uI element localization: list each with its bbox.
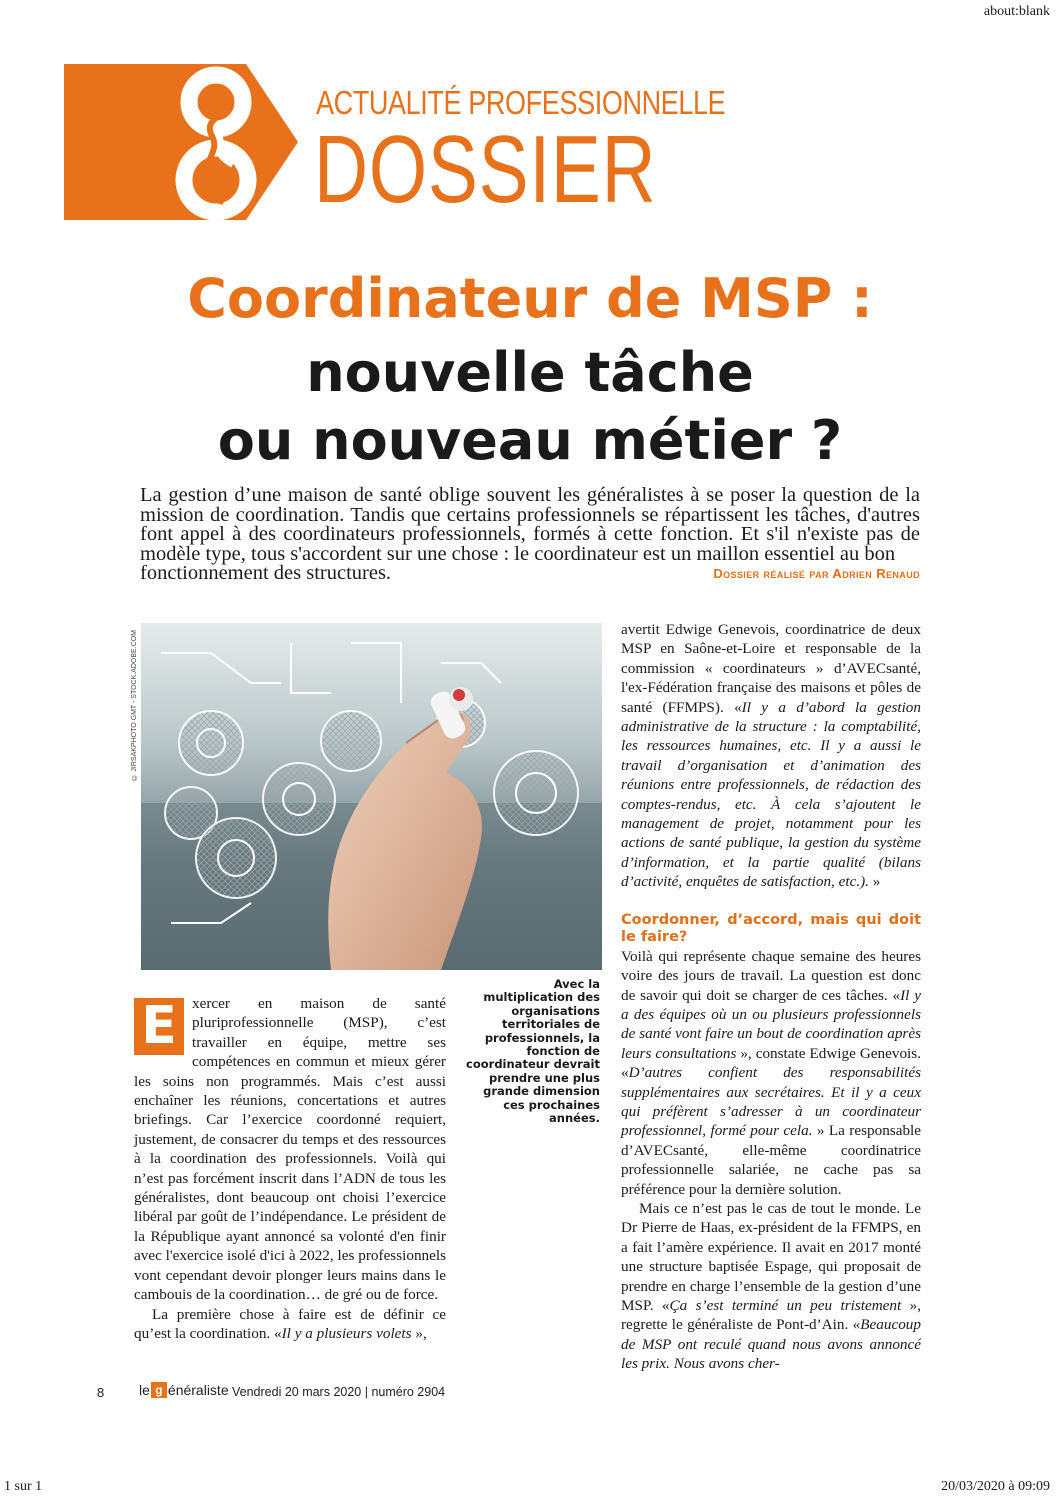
- quote-text: Il y a d’abord la gestion administrative de la structure : la comptabilité, les ressources humaines, etc. Il y a aussi le travail d’organisation et d’animation des réunions entre professionnels, de rédaction des comptes-rendus, etc. À cela s’ajoutent le management de projet, notamment pour les actions de santé publique, la gestion du système d’information, et la partie qualité (bilans d’activité, enquêtes de satisfaction, etc.).: [621, 698, 921, 891]
- photo-credit: © JIRSAKPHOTO GMT - STOCK.ADOBE.COM: [131, 630, 138, 781]
- byline: Dossier réalisé par Adrien Renaud: [713, 566, 920, 581]
- paragraph-text: Voilà qui représente chaque semaine des heures voire des jours de travail. La question est donc de savoir qui doit se charger de ces tâches. «: [621, 947, 921, 1004]
- paragraph-text: avertit Edwige Genevois, coordinatrice de deux MSP en Saône-et-Loire et responsable de la commission « coordinateurs » d’AVECsanté, l'ex-Fédération française des maisons et pôles de santé (FFMPS). «: [621, 621, 921, 716]
- rubric-label: ACTUALITÉ PROFESSIONNELLE: [316, 84, 726, 121]
- intro-paragraph: La gestion d’une maison de santé oblige souvent les généralistes à se poser la question de la mission de coordination. Tandis que certains professionnels se répartissent les tâches, d'autres font appel à des coordinateurs professionnels, formés à cette fonction. Et s'il n'existe pas de modèle type, tous s'accordent sur une chose : le coordinateur est un maillon essentiel au bon: [140, 484, 920, 565]
- footer-logo-suffix: énéraliste: [167, 1382, 229, 1398]
- paragraph-text: », regrette le généraliste de Pont-d’Ain. «: [621, 1297, 922, 1334]
- browser-page-count: 1 sur 1: [4, 1479, 43, 1494]
- quote-text: Il y a plusieurs volets: [281, 1324, 412, 1342]
- article-photo: [141, 623, 602, 970]
- section-subheading: Coordonner, d’accord, mais qui doit le faire?: [621, 911, 921, 945]
- masthead: [64, 64, 726, 223]
- section-title: DOSSIER: [314, 116, 657, 223]
- article-paragraph: [621, 1199, 921, 1374]
- browser-url-label: about:blank: [983, 4, 1050, 19]
- paragraph-text: », constate Edwige Genevois. «: [621, 1044, 921, 1082]
- browser-print-datetime: 20/03/2020 à 09:09: [941, 1479, 1050, 1494]
- paragraph-text: La première chose à faire est de définir ce qu’est la coordination. «: [134, 1305, 446, 1342]
- article-column-left: [134, 994, 446, 1343]
- generaliste-logo: [64, 64, 304, 224]
- quote-text: Il y a des équipes où un ou plusieurs professionnels de santé vont faire un bout de coordination après leurs consultations: [621, 986, 921, 1062]
- headline-line-2: nouvelle tâche: [306, 341, 754, 404]
- issue-info: Vendredi 20 mars 2020 | numéro 2904: [232, 1385, 446, 1399]
- photo-caption: Avec la multiplication des organisations territoriales de professionnels, la fonction de coordinateur devrait prendre une plus grande dimension ces prochaines années.: [466, 977, 600, 1126]
- paragraph-text: »,: [411, 1324, 427, 1342]
- article-paragraph: [134, 1305, 446, 1344]
- article-paragraph: [621, 947, 921, 1199]
- article-paragraph: [621, 620, 921, 892]
- drop-cap: E: [134, 998, 184, 1055]
- logo-g-icon: [64, 64, 304, 220]
- quote-text: D’autres confient des responsabilités supplémentaires aux secrétaires. Et il y a ceux qui préfèrent s’adresser à un coordinateur professionnel, formé pour cela.: [621, 1064, 921, 1140]
- quote-text: Ça s’est terminé un peu tristement: [669, 1297, 902, 1314]
- paragraph-text: » La responsable d’AVECsanté, elle-même coordinatrice professionnelle salariée, ne cache pas sa préférence pour la dernière solution.: [621, 1122, 922, 1198]
- article-column-right: [621, 620, 921, 1374]
- paragraph-text: »: [868, 873, 881, 891]
- footer-logo-prefix: le: [139, 1382, 150, 1398]
- intro-last-line: fonctionnement des structures.: [140, 562, 392, 584]
- paragraph-text: Mais ce n’est pas le cas de tout le monde. Le Dr Pierre de Haas, ex-président de la FFMPS, en a fait l’amère expérience. Il avait en 2017 monté une structure baptisée Espage, qui proposait de prendre en charge l’ensemble de la gestion d’une MSP. «: [621, 1199, 921, 1314]
- footer-logo-g-icon: g: [151, 1382, 167, 1398]
- article-paragraph: [134, 994, 446, 1305]
- page-number: 8: [97, 1385, 105, 1400]
- headline-line-1: Coordinateur de MSP :: [187, 267, 873, 330]
- headline-line-3: ou nouveau métier ?: [217, 409, 843, 472]
- footer-logo: [139, 1382, 229, 1398]
- quote-text: Beaucoup de MSP ont reculé quand nous avons annoncé les prix. Nous avons cher-: [621, 1316, 921, 1373]
- paragraph-text: xercer en maison de santé pluriprofessionnelle (MSP), c’est travailler en équipe, mettre ses compétences en commun et mieux gérer les soins non programmés. Mais c’est aussi enchaîner les réunions, concertations et autres briefings. Car l’exercice coordonné requiert, justement, de consacrer du temps et des ressources à la coordination des professionnels. Voilà qui n’est pas forcément inscrit dans l’ADN de tous les généralistes, dont beaucoup ont choisi l’exercice libéral par goût de l’indépendance. Le président de la République ayant annoncé sa volonté d'en finir avec l'exercice isolé d'ici à 2022, les professionnels vont cependant devoir plonger leurs mains dans le cambouis de la coordination… de gré ou de force.: [134, 995, 446, 1304]
